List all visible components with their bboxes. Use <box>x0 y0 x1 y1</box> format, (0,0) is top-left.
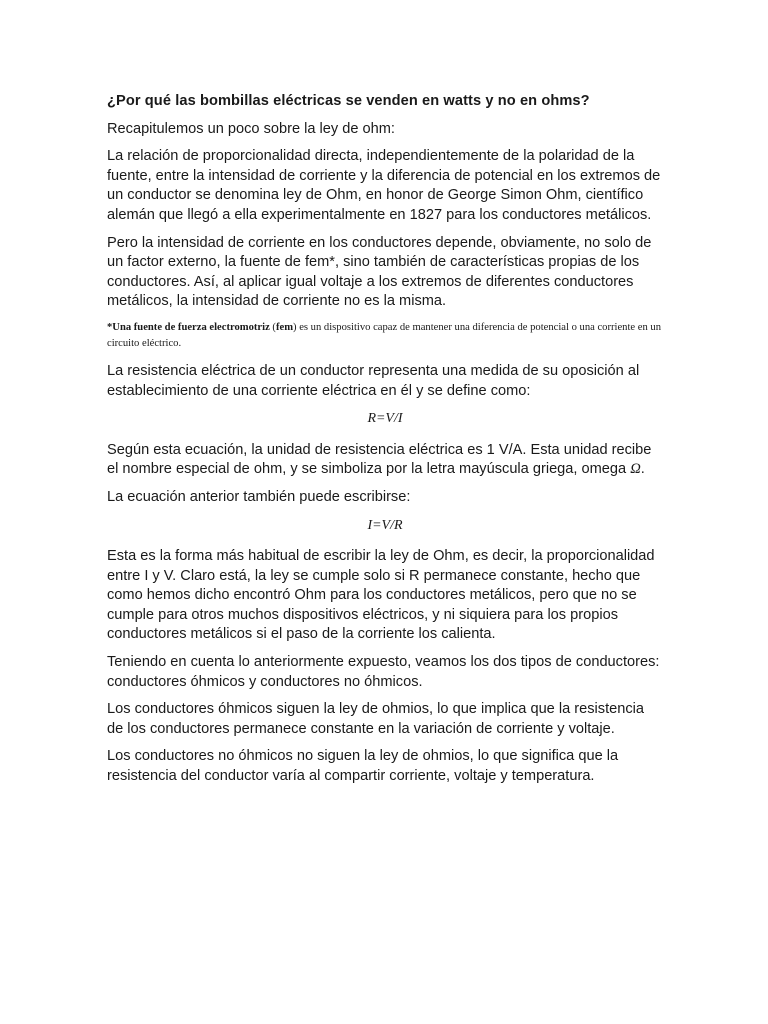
paragraph-current-dependence: Pero la intensidad de corriente en los conductores depende, obviamente, no solo de un factor externo, la fuente de fem*, sino también de características propias de los conductores. Así, al aplicar igual voltaje a los extremos de diferentes conductores metálicos, la intensidad de corriente no es la misma. <box>107 234 652 310</box>
document-title: ¿Por qué las bombillas eléctricas se venden en watts y no en ohms? <box>107 93 590 109</box>
omega-symbol: Ω <box>630 461 641 478</box>
paragraph-resistance-definition: La resistencia eléctrica de un conductor representa una medida de su oposición al establecimiento de una corriente eléctrica en él y se define como: <box>107 362 640 399</box>
footnote-fem <box>107 320 663 352</box>
paragraph-non-ohmic-conductors: Los conductores no óhmicos no siguen la ley de ohmios, lo que significa que la resistencia del conductor varía al compartir corriente, voltaje y temperatura. <box>107 748 619 785</box>
ohm-unit-text: Según esta ecuación, la unidad de resistencia eléctrica es 1 V/A. Esta unidad recibe el nombre especial de ohm, y se simboliza por la letra mayúscula griega, omega <box>107 441 652 478</box>
footnote-abbrev: fem <box>275 321 294 333</box>
paragraph-ohm-law-definition: La relación de proporcionalidad directa, independientemente de la polaridad de la fuente, entre la intensidad de corriente y la diferencia de potencial en los extremos de un conductor se denomina ley de Ohm, en honor de George Simon Ohm, científico alemán que llegó a ella experimentalmente en 1827 para los conductores metálicos. <box>107 148 661 223</box>
paragraph-intro: Recapitulemos un poco sobre la ley de ohm: <box>107 120 395 137</box>
paragraph-ohm-unit <box>107 441 663 480</box>
document-page <box>107 92 663 795</box>
footnote-definition: ) es un dispositivo capaz de mantener una diferencia de potencial o una corriente en un circuito eléctrico. <box>107 321 662 349</box>
paragraph-equation-alt-intro: La ecuación anterior también puede escribirse: <box>107 488 411 505</box>
equation-current: I=V/R <box>367 517 403 533</box>
footnote-paren: ( <box>269 321 276 333</box>
equation-resistance: R=V/I <box>367 411 403 427</box>
paragraph-ohm-law-form: Esta es la forma más habitual de escribir la ley de Ohm, es decir, la proporcionalidad entre I y V. Claro está, la ley se cumple solo si R permanece constante, hecho que como hemos dicho encontró Ohm para los conductores metálicos, pero que no se cumple para otros muchos dispositivos eléctricos, y ni siquiera para los propios conductores metálicos si el paso de la corriente los calienta. <box>107 548 655 643</box>
ohm-unit-period: . <box>640 461 645 478</box>
footnote-term: *Una fuente de fuerza electromotriz <box>107 321 270 333</box>
paragraph-conductor-types: Teniendo en cuenta lo anteriormente expuesto, veamos los dos tipos de conductores: conductores óhmicos y conductores no óhmicos. <box>107 654 660 690</box>
paragraph-ohmic-conductors: Los conductores óhmicos siguen la ley de ohmios, lo que implica que la resistencia de los conductores permanece constante en la variación de corriente y voltaje. <box>107 701 645 737</box>
